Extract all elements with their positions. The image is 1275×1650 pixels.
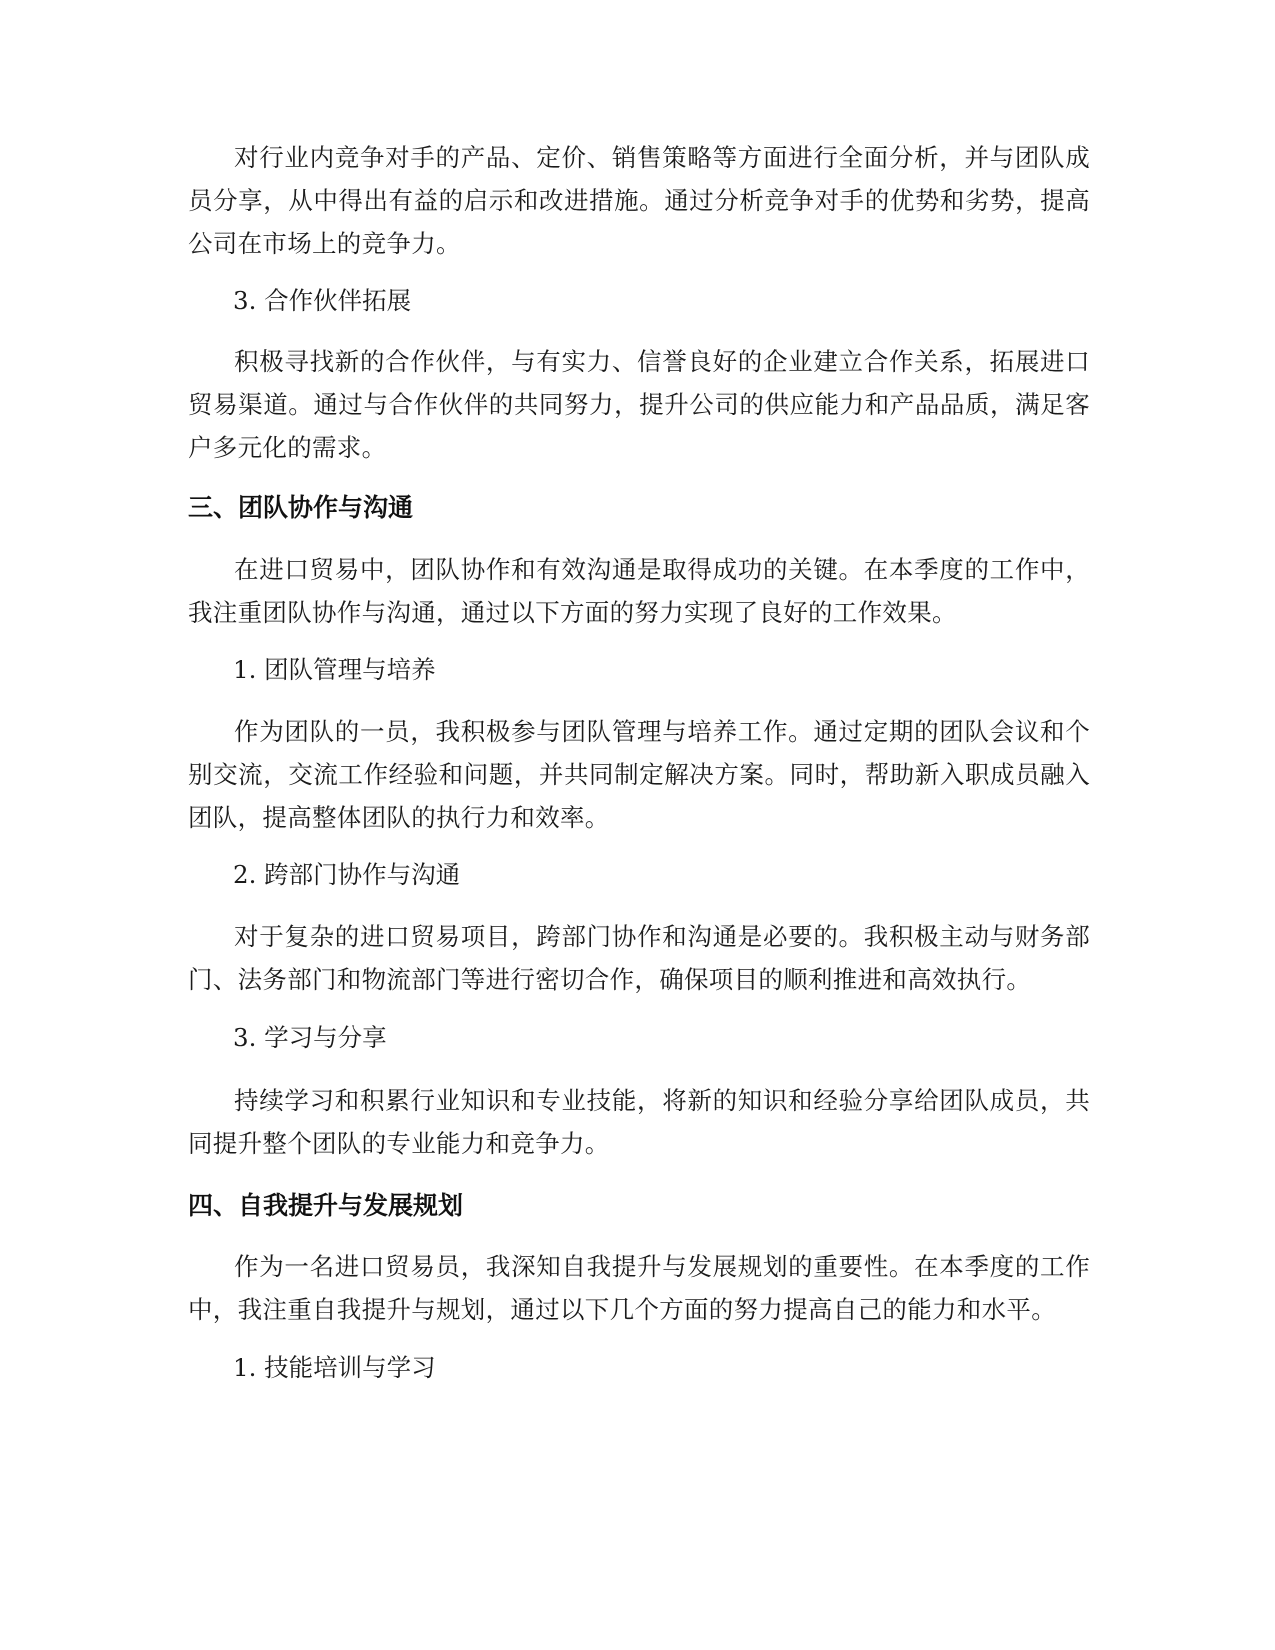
list-item-title: 3. 学习与分享 <box>233 1023 387 1052</box>
paragraph-partner-expansion: 积极寻找新的合作伙伴，与有实力、信誉良好的企业建立合作关系，拓展进口贸易渠道。通过与合作伙伴的共同努力，提升公司的供应能力和产品品质，满足客户多元化的需求。 <box>188 347 1090 462</box>
paragraph-section3-intro: 在进口贸易中，团队协作和有效沟通是取得成功的关键。在本季度的工作中，我注重团队协作与沟通，通过以下方面的努力实现了良好的工作效果。 <box>188 555 1090 627</box>
list-item-title: 2. 跨部门协作与沟通 <box>233 860 461 889</box>
paragraph-section4-intro: 作为一名进口贸易员，我深知自我提升与发展规划的重要性。在本季度的工作中，我注重自我提升与规划，通过以下几个方面的努力提高自己的能力和水平。 <box>188 1252 1090 1324</box>
list-item-title: 1. 团队管理与培养 <box>233 655 436 684</box>
paragraph-team-management: 作为团队的一员，我积极参与团队管理与培养工作。通过定期的团队会议和个别交流，交流工作经验和问题，并共同制定解决方案。同时，帮助新入职成员融入团队，提高整体团队的执行力和效率。 <box>188 717 1090 832</box>
list-item-title: 1. 技能培训与学习 <box>233 1353 436 1382</box>
paragraph-competitor-analysis: 对行业内竞争对手的产品、定价、销售策略等方面进行全面分析，并与团队成员分享，从中得出有益的启示和改进措施。通过分析竞争对手的优势和劣势，提高公司在市场上的竞争力。 <box>188 143 1090 258</box>
section-heading: 三、团队协作与沟通 <box>188 493 414 522</box>
section-heading: 四、自我提升与发展规划 <box>188 1191 464 1220</box>
paragraph-cross-department: 对于复杂的进口贸易项目，跨部门协作和沟通是必要的。我积极主动与财务部门、法务部门和物流部门等进行密切合作，确保项目的顺利推进和高效执行。 <box>188 922 1090 994</box>
paragraph-learning-sharing: 持续学习和积累行业知识和专业技能，将新的知识和经验分享给团队成员，共同提升整个团队的专业能力和竞争力。 <box>188 1086 1090 1158</box>
list-item-title: 3. 合作伙伴拓展 <box>233 286 412 315</box>
